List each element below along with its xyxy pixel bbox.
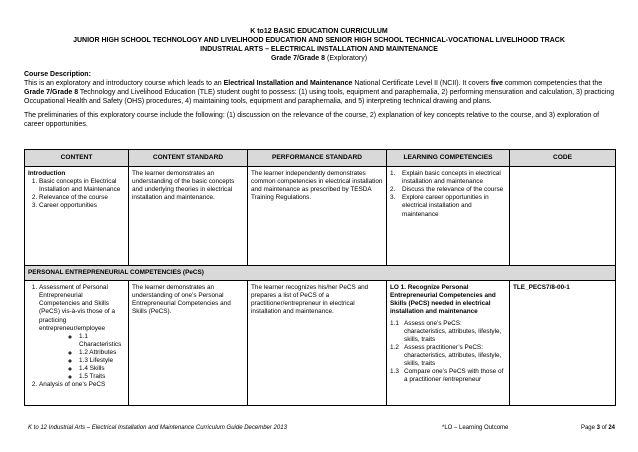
desc-bold: Electrical Installation and Maintenance — [223, 80, 353, 87]
page-current: 3 — [596, 425, 600, 431]
intro-content-cell — [25, 167, 129, 266]
item-number: 1.3 — [390, 368, 399, 376]
desc-text: This is an exploratory and introductory course which leads to an — [24, 80, 224, 87]
pecs-competencies-cell — [387, 281, 510, 406]
list-item: 2. Relevance of the course — [39, 194, 125, 202]
desc-text: National Certificate Level II (NCII). It covers — [352, 80, 491, 87]
item-text: Explore career opportunities in electrical installation and maintenance — [402, 194, 489, 218]
pecs-sub-list — [39, 333, 125, 382]
intro-content-standard-cell: The learner demonstrates an understanding of the basic concepts and underlying theories in electrical installation and maintenance. — [129, 167, 248, 266]
pecs-content-standard-cell: The learner demonstrates an understanding of one’s Personal Entrepreneurial Competencies and Skills (PeCS). — [129, 281, 248, 406]
pecs-performance-standard-cell: The learner recognizes his/her PeCS and prepares a list of PeCS of a practitioner/entrepreneur in electrical installation and maintenance. — [248, 281, 387, 406]
section-row — [25, 266, 616, 281]
list-item: ◦ 1.4 Skills — [79, 365, 125, 373]
item-text: Assess practitioner’s PeCS: characteristics, attributes, lifestyle, skills, traits — [404, 343, 502, 368]
footer-document-title: K to 12 Industrial Arts – Electrical Installation and Maintenance Curriculum Guide December 2013 — [28, 425, 287, 431]
list-item: ◦ 1.1 Characteristics — [79, 333, 125, 349]
pecs-content-list — [28, 284, 125, 389]
header-line-4 — [24, 54, 614, 63]
course-description-paragraph-1 — [24, 79, 616, 106]
item-text: Compare one’s PeCS with those of a practitioner /entrepreneur — [404, 368, 504, 384]
col-header-content-standard: CONTENT STANDARD — [129, 150, 248, 167]
col-header-performance-standard: PERFORMANCE STANDARD — [248, 150, 387, 167]
list-item: ◦ 1.5 Traits — [79, 373, 125, 381]
item-text: Explain basic concepts in electrical installation and maintenance — [402, 170, 501, 186]
desc-text: common competencies that the — [502, 80, 603, 87]
intro-code-cell — [510, 167, 616, 266]
item-number: 1. — [390, 170, 396, 178]
item-number: 1.1 — [390, 319, 399, 327]
pecs-code-cell: TLE_PECS7/8-00-1 — [510, 281, 616, 406]
learning-outcome-title: LO 1. Recognize Personal Entrepreneurial Competencies and Skills (PeCS) needed in electrical installation and maintenance — [390, 284, 496, 316]
pecs-content-cell — [25, 281, 129, 406]
grade-label: Grade 7/Grade 8 — [270, 55, 326, 62]
page-of: of — [599, 425, 609, 431]
intro-competencies-list — [390, 170, 506, 219]
intro-performance-standard-cell: The learner independently demonstrates common competencies in electrical installation and maintenance as prescribed by TESDA Training Regulations. — [248, 167, 387, 266]
list-item: 3. Career opportunities — [39, 202, 125, 210]
desc-bold: five — [490, 80, 503, 87]
list-item: 1. Basic concepts in Electrical Installation and Maintenance — [39, 178, 125, 194]
col-header-content: CONTENT — [25, 150, 129, 167]
list-item — [390, 320, 506, 344]
list-item — [390, 186, 506, 194]
list-item — [390, 194, 506, 218]
section-title: PERSONAL ENTREPRENEURIAL COMPETENCIES (PeCS) — [25, 266, 616, 281]
learning-outcome-list — [390, 320, 506, 385]
intro-content-list — [28, 178, 125, 210]
col-header-code: CODE — [510, 150, 616, 167]
item-text: Assess one’s PeCS: characteristics, attributes, lifestyle, skills, traits — [404, 319, 502, 343]
list-item: 2. Analysis of one’s PeCS — [39, 381, 125, 389]
desc-bold: Grade 7/Grade 8 — [24, 89, 79, 96]
course-description-title: Course Description: — [24, 71, 91, 78]
list-item — [390, 344, 506, 368]
list-item: ◦ 1.3 Lifestyle — [79, 357, 125, 365]
header-line-2: JUNIOR HIGH SCHOOL TECHNOLOGY AND LIVELIHOOD EDUCATION AND SENIOR HIGH SCHOOL TECHNICAL-VOCATIONAL LIVELIHOOD TRACK — [73, 37, 565, 44]
header-line-1: K to12 BASIC EDUCATION CURRICULUM — [250, 28, 388, 35]
document-header — [24, 27, 614, 63]
page-total: 24 — [608, 425, 615, 431]
item-text: Discuss the relevance of the course — [402, 186, 504, 194]
item-text: Assessment of Personal Entrepreneurial Competencies and Skills (PeCS) vis-à-vis those of a practicing entrepreneur/employee — [39, 284, 116, 332]
table-row — [25, 281, 616, 406]
curriculum-table — [24, 149, 616, 406]
table-header-row — [25, 150, 616, 167]
footer-legend: *LO – Learning Outcome — [442, 425, 509, 431]
item-number: 2. — [390, 186, 396, 194]
header-line-3: INDUSTRIAL ARTS – ELECTRICAL INSTALLATION AND MAINTENANCE — [200, 46, 438, 53]
intro-competencies-cell — [387, 167, 510, 266]
page-number — [581, 424, 615, 432]
list-item — [390, 368, 506, 384]
item-number: 1.2 — [390, 343, 399, 351]
item-number: 3. — [390, 194, 396, 202]
list-item — [390, 170, 506, 186]
grade-note: (Exploratory) — [326, 55, 368, 62]
desc-text: Technology and Livelihood Education (TLE) student ought to possess: (1) using tools, equipment and paraphernalia, 2) performing mensuration and calculation, 3) practicing Occupational Health and Safety (OHS) procedures, 4) maintaining tools, equipment and paraphernalia, and 5) interpreting technical drawing and plans. — [24, 89, 615, 105]
course-description-paragraph-2: The preliminaries of this exploratory course include the following: (1) discussion on the relevance of the course, 2) explanation of key concepts relative to the course, and 3) exploration of career opportunities. — [24, 112, 600, 128]
course-description — [24, 70, 616, 134]
intro-title: Introduction — [28, 170, 66, 178]
col-header-learning-competencies: LEARNING COMPETENCIES — [387, 150, 510, 167]
list-item — [39, 284, 125, 381]
table-row — [25, 167, 616, 266]
page-prefix: Page — [580, 425, 597, 431]
list-item: ◦ 1.2 Attributes — [79, 349, 125, 357]
